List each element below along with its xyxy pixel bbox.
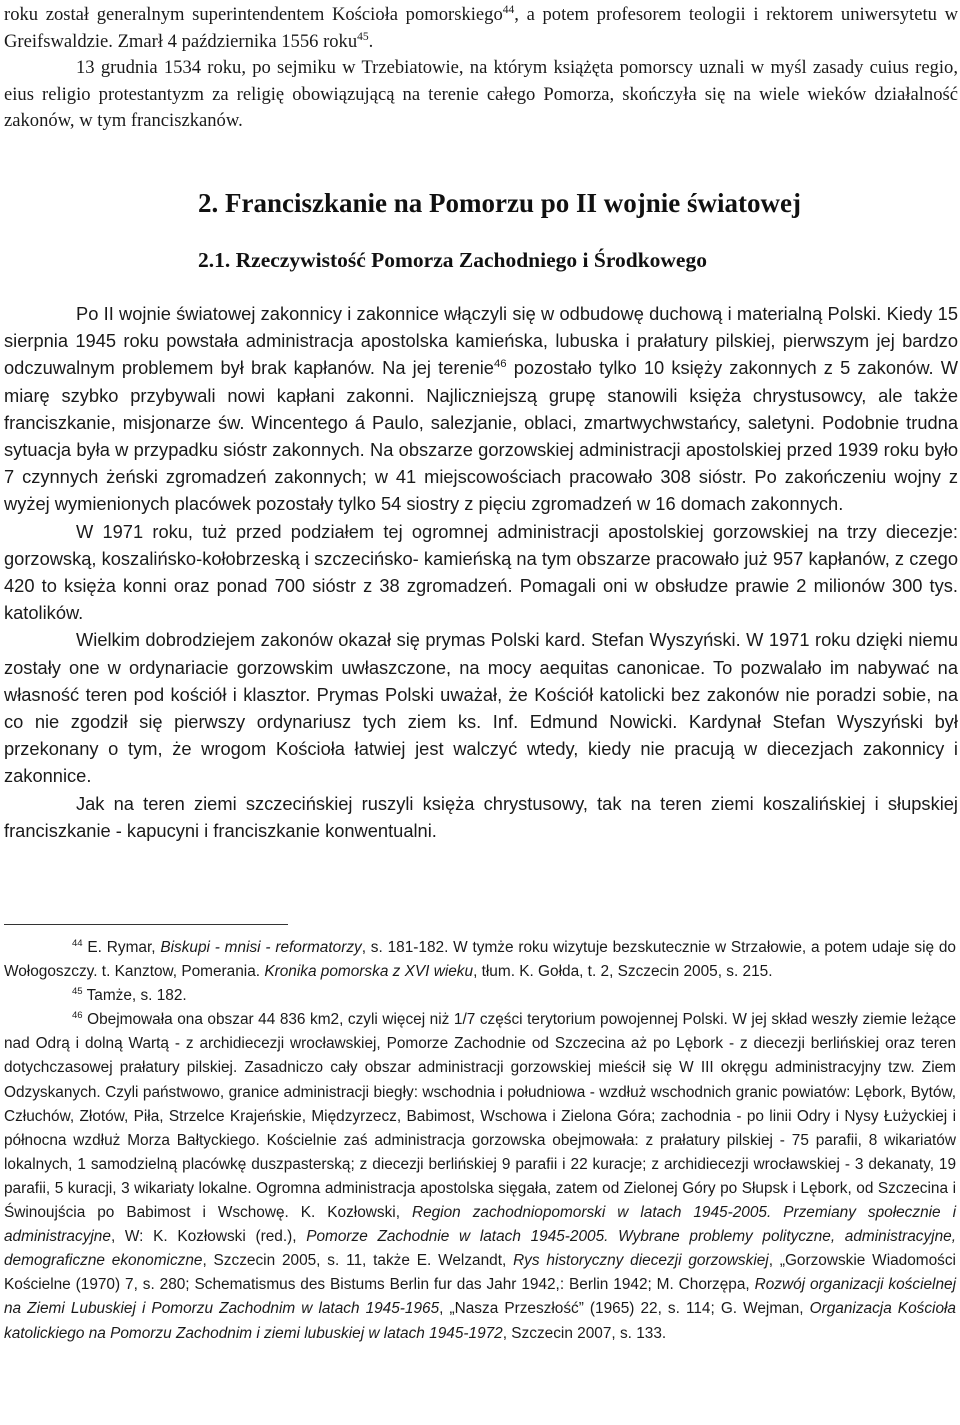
footnote-45: [4, 984, 956, 1008]
text-run: , a potem profesorem teologii i rektorem uniwersytetu w Greifswaldzie. Zmarł 4 października 1556 roku: [4, 4, 959, 52]
italic-title: Rys historyczny diecezji gorzowskiej: [513, 1252, 769, 1270]
paragraph-1534: 13 grudnia 1534 roku, po sejmiku w Trzebiatowie, na którym książęta pomorscy uznali w myśl zasady cuius regio, eius religio protestantyzm za religię obowiązującą na terenie całego Pomorza, skończyła się na wiele wieków działalność zakonów, w tym franciszkanów.: [4, 57, 958, 131]
italic-title: Kronika pomorska z XVI wieku: [264, 963, 474, 981]
body-paragraph-3: Wielkim dobrodziejem zakonów okazał się prymas Polski kard. Stefan Wyszyński. W 1971 roku dzięki niemu zostały one w ordynariacie gorzowskim uwłaszczone, na mocy aequitas canonicae. To pozwalało im nabywać na własność teren pod kościół i klasztor. Prymas Polski uważał, że Kościół katolicki bez zakonów nie poradzi sobie, na co nie zgodził się pierwszy ordynariusz tych ziem ks. Inf. Edmund Nowicki. Kardynał Stefan Wyszyński był przekonany o tym, że wrogom Kościoła łatwiej jest walczyć wtedy, kiedy nie pracują w diecezjach zakonnicy i zakonnice.: [4, 629, 958, 787]
text-run: pozostało tylko 10 księży zakonnych z 5 zakonów. W miarę szybko przybywali nowi kapłani zakonni. Najliczniejszą grupę stanowili księża chrystusowcy, ale także franciszkanie, misjonarze św. Wincentego á Paulo, salezjanie, oblaci, zmartwychwstańcy, saletyni. Podobnie trudna sytuacja była w przypadku sióstr zakonnych. Na obszarze gorzowskiej administracji apostolskiej przed 1939 roku było 7 czynnych żeński zgromadzeń zakonnych; w 41 miejscowościach pracowało 308 sióstr. Po zakończeniu wojny z wyżej wymienionych placówek pozostały tylko 54 siostry z pięciu zgromadzeń w 16 domach zakonnych.: [4, 357, 958, 515]
footnote-divider: [4, 924, 288, 925]
footnote-44: [4, 936, 956, 984]
continued-paragraph: [4, 2, 958, 55]
subsection-heading: 2.1. Rzeczywistość Pomorza Zachodniego i Środkowego: [198, 248, 707, 272]
text-run: , Szczecin 2005, s. 11, także E. Welzandt,: [202, 1252, 514, 1270]
italic-title: Region zachodniopomorski w latach 1945-2005. Przemiany społecznie i administracyjne: [4, 1204, 956, 1246]
text-run: .: [368, 30, 374, 52]
footnote-ref-45: 45: [357, 30, 369, 43]
body-text: [4, 300, 958, 844]
body-paragraph-1: [4, 300, 958, 518]
footnote-ref-44: 44: [502, 3, 515, 16]
text-run: Obejmowała ona obszar 44 836 km2, czyli więcej niż 1/7 części terytorium powojennej Polski. W jej skład weszły ziemie leżące nad Odrą i dolną Wartą - z archidiecezji wrocławskiej, Pomorze Zachodnie od Szczecina aż po Lębork - z diecezji berlińskiej oraz teren dotychczasowej prałatury pilskiej. Zasadniczo cały obszar administracji gorzowskiej mieścił się W III okręgu administracyjny tzw. Ziem Odzyskanych. Czyli państwowo, granice administracji biegły: wschodnia i południowa - wzdłuż wschodnich granic powiatów: Lębork, Bytów, Człuchów, Złotów, Piła, Strzelce Krajeńskie, Międzyrzecz, Babimost, Wschowa i Zielona Góra; zachodnia - po linii Odry i Nysy Łużyckiej i północna wzdłuż Morza Bałtyckiego. Kościelnie zaś administracja gorzowska obejmowała: z prałatury pilskiej - 75 parafii, 8 wikariatów lokalnych, 1 samodzielną placówkę duszpasterską; z diecezji berlińskiej 9 parafii i 22 kuracje; z archidiecezji wrocławskiej - 3 dekanaty, 19 parafii, 5 kuracji, 3 wikariaty lokalne. Ogromna administracja apostolska sięgała, zatem od Zielonej Góry po Słupsk i Lębork, od Szczecina i Świnoujścia po Babimost i Wschowę. K. Kozłowski,: [4, 1011, 956, 1222]
italic-title: Pomorze Zachodnie w latach 1945-2005. Wybrane problemy polityczne, administracyjne, demograficzne ekonomiczne: [4, 1228, 956, 1270]
text-run: E. Rymar,: [82, 939, 161, 956]
text-run: Po II wojnie światowej zakonnicy i zakonnice włączyli się w odbudowę duchową i materialną Polski. Kiedy 15 sierpnia 1945 roku powstała administracja apostolska kamieńska, lubuska i prałatury pilskiej, pierwszym jej bardzo odczuwalnym problemem był brak kapłanów. Na jej terenie: [4, 303, 958, 379]
italic-title: Rozwój organizacji kościelnej na Ziemi Lubuskiej i Pomorzu Zachodnim w latach 1945-1965: [4, 1276, 957, 1318]
text-run: Tamże, s. 182.: [82, 987, 187, 1005]
footnote-46: [4, 1008, 956, 1345]
footnote-number: 46: [72, 1010, 83, 1022]
text-run: , „Gorzowskie Wiadomości Kościelne (1970) 7, s. 280; Schematismus des Bistums Berlin fur das Jahr 1942,: Berlin 1942; M. Chorzępa,: [4, 1252, 956, 1294]
body-paragraph-4: Jak na teren ziemi szczecińskiej ruszyli księża chrystusowy, tak na teren ziemi koszalińskiej i słupskiej franciszkanie - kapucyni i franciszkanie konwentualni.: [4, 792, 958, 841]
text-run: , W: K. Kozłowski (red.),: [110, 1228, 307, 1246]
text-run: , s. 181-182. W tymże roku wizytuje bezskutecznie w Strzałowie, a potem udaje się do Wołogoszczy. t. Kanztow, Pomerania.: [4, 939, 956, 981]
footnotes: [4, 936, 956, 1346]
text-run: , tłum. K. Gołda, t. 2, Szczecin 2005, s. 215.: [473, 963, 773, 981]
footnote-ref-46: 46: [493, 358, 507, 371]
intro-text: [4, 2, 958, 135]
text-run: roku został generalnym superintendentem Kościoła pomorskiego: [4, 4, 503, 25]
text-run: , „Nasza Przeszłość” (1965) 22, s. 114; G. Wejman,: [439, 1300, 810, 1318]
italic-title: Biskupi - mnisi - reformatorzy: [160, 939, 362, 956]
body-paragraph-2: W 1971 roku, tuż przed podziałem tej ogromnej administracji apostolskiej gorzowskiej na trzy diecezje: gorzowską, koszalińsko-kołobrzeską i szczecińsko- kamieńską na tym obszarze pracowało już 957 kapłanów, z czego 420 to księża konni oraz ponad 700 sióstr z 38 zgromadzeń. Pomagali oni w obsłudze prawie 2 milionów 300 tys. katolików.: [4, 520, 958, 624]
section-heading: 2. Franciszkanie na Pomorzu po II wojnie światowej: [198, 188, 801, 218]
italic-title: Organizacja Kościoła katolickiego na Pomorzu Zachodnim i ziemi lubuskiej w latach 1945-1972: [4, 1300, 956, 1342]
footnote-number: 44: [72, 937, 83, 949]
text-run: , Szczecin 2007, s. 133.: [502, 1324, 667, 1342]
footnote-number: 45: [72, 986, 83, 998]
